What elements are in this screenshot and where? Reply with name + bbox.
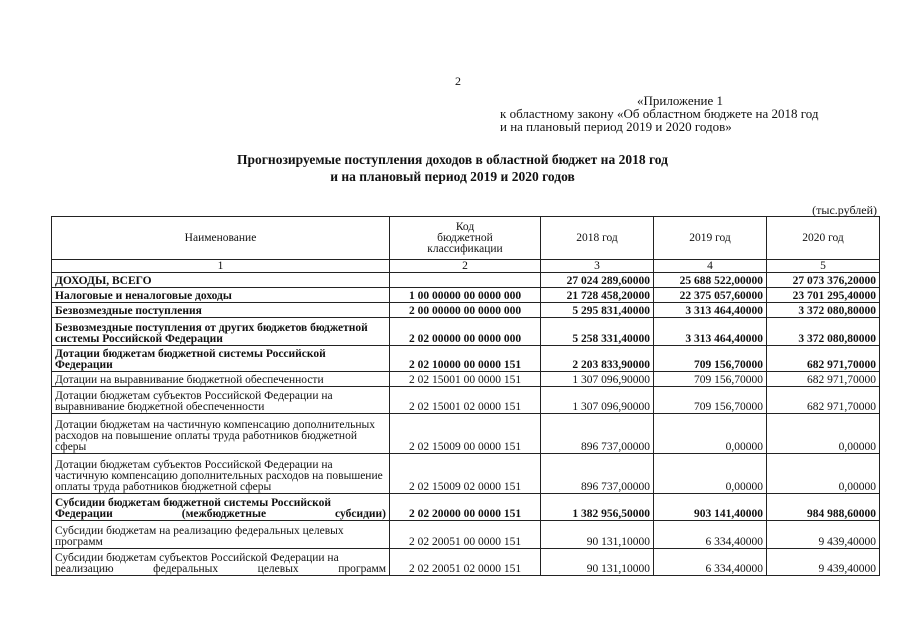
page-number: 2 (455, 74, 461, 88)
table-row (52, 318, 880, 346)
row-2019: 22 375 057,60000 (654, 288, 767, 303)
index-5: 5 (767, 260, 880, 273)
row-2020: 682 971,70000 (767, 387, 880, 414)
header-2019: 2019 год (654, 217, 767, 260)
table-row (52, 346, 880, 372)
header-code-line-3: классификации (427, 242, 503, 255)
table-header-row (52, 217, 880, 260)
row-2020: 984 988,60000 (767, 494, 880, 521)
row-2020: 9 439,40000 (767, 549, 880, 576)
row-code: 2 02 10000 00 0000 151 (390, 346, 541, 372)
row-2018: 2 203 833,90000 (541, 346, 654, 372)
row-2018: 5 295 831,40000 (541, 303, 654, 318)
header-code-line-2: бюджетной (437, 231, 493, 244)
appendix-line-2: к областному закону «Об областном бюджете на 2018 год (500, 106, 819, 121)
row-2019: 3 313 464,40000 (654, 318, 767, 346)
row-name: Субсидии бюджетам на реализацию федеральных целевых программ (52, 521, 390, 549)
row-2020: 9 439,40000 (767, 521, 880, 549)
table-row (52, 454, 880, 494)
table-row (52, 288, 880, 303)
row-2018: 1 307 096,90000 (541, 372, 654, 387)
table-row (52, 303, 880, 318)
table-row (52, 549, 880, 576)
header-code-line-1: Код (455, 220, 475, 233)
row-name: Дотации на выравнивание бюджетной обеспеченности (52, 372, 390, 387)
title-line-1: Прогнозируемые поступления доходов в областной бюджет на 2018 год (237, 152, 668, 167)
row-code: 2 00 00000 00 0000 000 (390, 303, 541, 318)
row-2018: 90 131,10000 (541, 549, 654, 576)
row-2019: 709 156,70000 (654, 346, 767, 372)
row-name: Субсидии бюджетам субъектов Российской Федерации на реализацию федеральных целевых программ (52, 549, 390, 576)
row-2018: 896 737,00000 (541, 454, 654, 494)
row-2018: 90 131,10000 (541, 521, 654, 549)
row-2018: 896 737,00000 (541, 414, 654, 454)
appendix-note (500, 94, 819, 133)
row-2020: 682 971,70000 (767, 346, 880, 372)
row-2020: 0,00000 (767, 454, 880, 494)
header-2020: 2020 год (767, 217, 880, 260)
row-name: Безвозмездные поступления (52, 303, 390, 318)
table-row (52, 414, 880, 454)
row-2018: 27 024 289,60000 (541, 273, 654, 288)
row-2019: 0,00000 (654, 414, 767, 454)
row-2020: 682 971,70000 (767, 372, 880, 387)
index-2: 2 (390, 260, 541, 273)
table-row (52, 273, 880, 288)
row-name: Дотации бюджетам бюджетной системы Российской Федерации (52, 346, 390, 372)
row-2019: 709 156,70000 (654, 387, 767, 414)
row-code: 2 02 15001 00 0000 151 (390, 372, 541, 387)
row-2019: 6 334,40000 (654, 549, 767, 576)
table-row (52, 521, 880, 549)
header-name: Наименование (52, 217, 390, 260)
row-2020: 3 372 080,80000 (767, 318, 880, 346)
row-code: 1 00 00000 00 0000 000 (390, 288, 541, 303)
row-name: Субсидии бюджетам бюджетной системы Российской Федерации (межбюджетные субсидии) (52, 494, 390, 521)
row-2020: 27 073 376,20000 (767, 273, 880, 288)
row-2019: 3 313 464,40000 (654, 303, 767, 318)
row-name: Дотации бюджетам субъектов Российской Федерации на выравнивание бюджетной обеспеченности (52, 387, 390, 414)
index-4: 4 (654, 260, 767, 273)
row-2018: 5 258 331,40000 (541, 318, 654, 346)
index-3: 3 (541, 260, 654, 273)
document-title (0, 151, 905, 185)
row-2018: 21 728 458,20000 (541, 288, 654, 303)
row-name: Налоговые и неналоговые доходы (52, 288, 390, 303)
row-code: 2 02 15001 02 0000 151 (390, 387, 541, 414)
row-code: 2 02 20051 00 0000 151 (390, 521, 541, 549)
row-code (390, 273, 541, 288)
row-name: Безвозмездные поступления от других бюджетов бюджетной системы Российской Федерации (52, 318, 390, 346)
row-2019: 6 334,40000 (654, 521, 767, 549)
row-code: 2 02 20000 00 0000 151 (390, 494, 541, 521)
column-index-row (52, 260, 880, 273)
row-name: ДОХОДЫ, ВСЕГО (52, 273, 390, 288)
row-2019: 903 141,40000 (654, 494, 767, 521)
row-code: 2 02 20051 02 0000 151 (390, 549, 541, 576)
row-2019: 0,00000 (654, 454, 767, 494)
row-2018: 1 382 956,50000 (541, 494, 654, 521)
row-2020: 3 372 080,80000 (767, 303, 880, 318)
row-2020: 23 701 295,40000 (767, 288, 880, 303)
table-row (52, 494, 880, 521)
appendix-line-3: и на плановый период 2019 и 2020 годов» (500, 119, 732, 134)
header-2018: 2018 год (541, 217, 654, 260)
header-code (390, 217, 541, 260)
row-name: Дотации бюджетам на частичную компенсацию дополнительных расходов на повышение оплаты труда работников бюджетной сферы (52, 414, 390, 454)
row-2019: 709 156,70000 (654, 372, 767, 387)
index-1: 1 (52, 260, 390, 273)
row-2018: 1 307 096,90000 (541, 387, 654, 414)
row-code: 2 02 00000 00 0000 000 (390, 318, 541, 346)
row-2020: 0,00000 (767, 414, 880, 454)
row-code: 2 02 15009 00 0000 151 (390, 414, 541, 454)
row-name: Дотации бюджетам субъектов Российской Федерации на частичную компенсацию дополнительных расходов на повышение оплаты труда работников бюджетной сферы (52, 454, 390, 494)
row-code: 2 02 15009 02 0000 151 (390, 454, 541, 494)
units-label: (тыс.рублей) (812, 203, 877, 217)
row-2019: 25 688 522,00000 (654, 273, 767, 288)
revenue-table (51, 216, 880, 576)
appendix-line-1: «Приложение 1 (637, 93, 724, 108)
table-row (52, 387, 880, 414)
title-line-2: и на плановый период 2019 и 2020 годов (330, 169, 575, 184)
table-row (52, 372, 880, 387)
